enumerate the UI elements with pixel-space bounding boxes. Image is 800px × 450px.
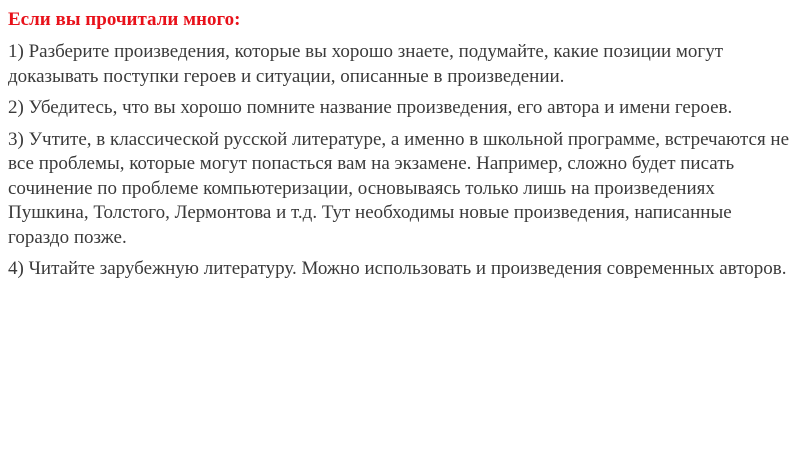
paragraph-1: 1) Разберите произведения, которые вы хорошо знаете, подумайте, какие позиции могут доказывать поступки героев и ситуации, описанные в произведении. <box>8 41 724 87</box>
slide-heading: Если вы прочитали много: <box>8 9 241 30</box>
paragraph-4: 4) Читайте зарубежную литературу. Можно использовать и произведения современных авторов. <box>8 258 787 279</box>
paragraph-3: 3) Учтите, в классической русской литературе, а именно в школьной программе, встречаются не все проблемы, которые могут попасться вам на экзамене. Например, сложно будет писать сочинение по проблеме компьютеризации, основываясь только лишь на произведениях Пушкина, Толстого, Лермонтова и т.д. Тут необходимы новые произведения, написанные гораздо позже. <box>8 128 790 248</box>
slide-content <box>8 8 794 289</box>
paragraph-2: 2) Убедитесь, что вы хорошо помните название произведения, его автора и имени героев. <box>8 97 733 118</box>
